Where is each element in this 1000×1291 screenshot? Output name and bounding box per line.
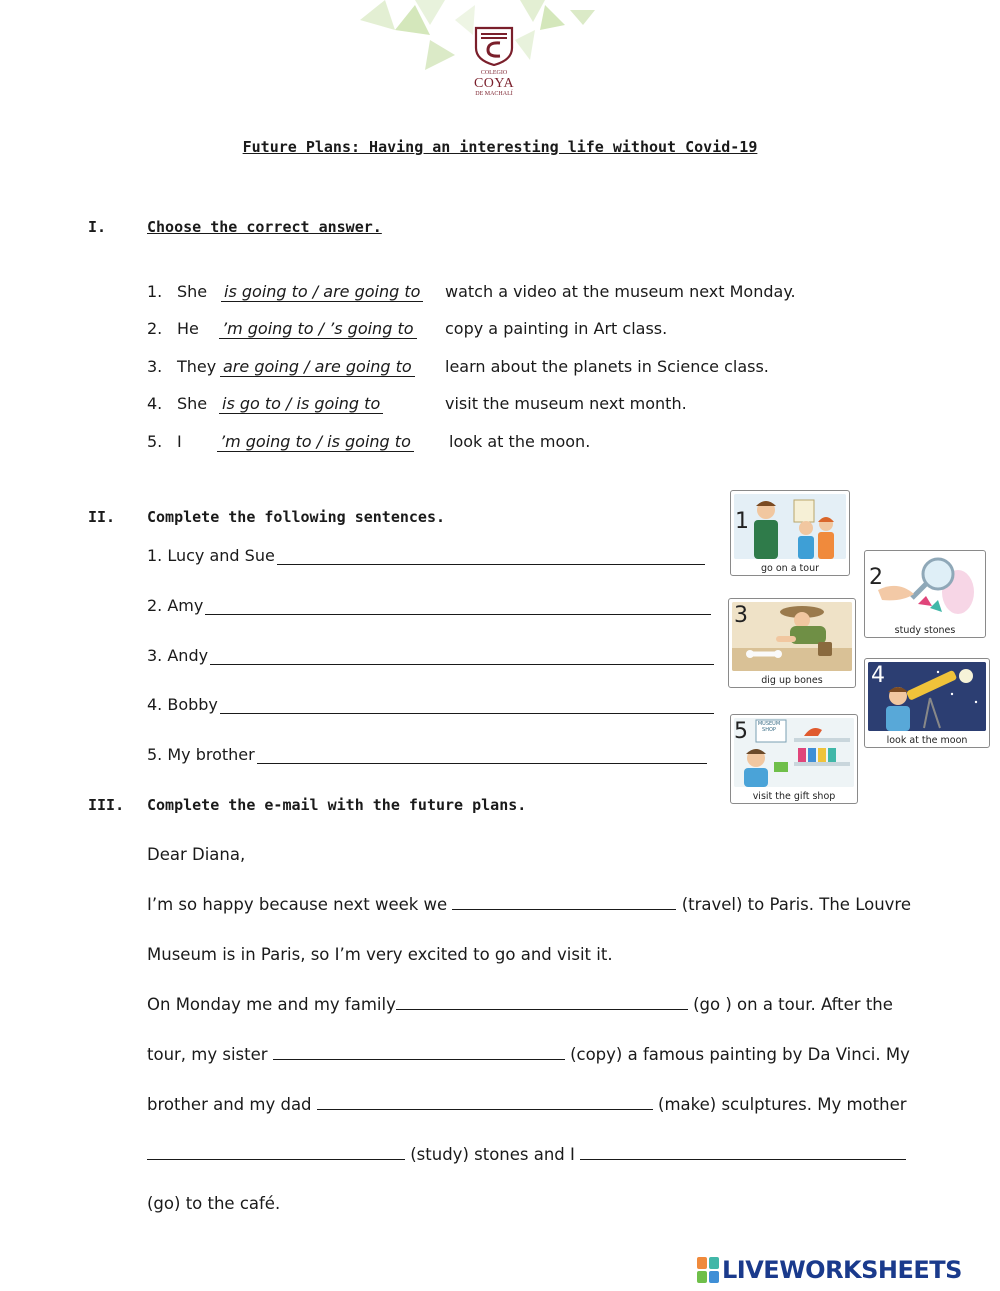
- email-text: (travel) to Paris. The Louvre: [681, 895, 911, 914]
- answer-input-go[interactable]: [396, 995, 688, 1010]
- section1-number: I.: [88, 218, 107, 236]
- sentence-start: 2. Amy: [147, 596, 204, 615]
- email-text: On Monday me and my family: [147, 995, 396, 1014]
- mc-number: 1.: [147, 282, 163, 301]
- picture-number: 4: [871, 663, 885, 688]
- picture-dig-up-bones: [728, 598, 856, 688]
- sentence-start: 3. Andy: [147, 646, 209, 665]
- answer-input-study[interactable]: [147, 1145, 405, 1160]
- picture-caption: visit the gift shop: [752, 791, 836, 802]
- school-crest-icon: [472, 26, 516, 66]
- picture-look-at-the-moon: [864, 658, 990, 748]
- mc-rest: look at the moon.: [449, 432, 591, 451]
- answer-input-copy[interactable]: [273, 1045, 565, 1060]
- section1-heading: Choose the correct answer.: [147, 218, 382, 236]
- email-line-3: [147, 995, 893, 1014]
- gift-shop-icon: [734, 718, 854, 787]
- email-text: tour, my sister: [147, 1045, 268, 1064]
- section3-heading: Complete the e-mail with the future plans.: [147, 796, 527, 814]
- email-text: (make) sculptures. My mother: [658, 1095, 907, 1114]
- mc-number: 4.: [147, 394, 163, 413]
- sentence-row-3: [147, 646, 714, 665]
- mc-rest: visit the museum next month.: [445, 394, 687, 413]
- answer-input[interactable]: [257, 749, 707, 764]
- picture-caption: dig up bones: [761, 675, 823, 686]
- mc-options-dropdown[interactable]: is go to / is going to: [219, 394, 383, 414]
- answer-input[interactable]: [277, 550, 705, 565]
- sentence-start: 4. Bobby: [147, 695, 218, 714]
- picture-number: 2: [869, 565, 883, 590]
- mc-number: 5.: [147, 432, 163, 451]
- email-line-4: [147, 1045, 910, 1064]
- answer-input[interactable]: [205, 600, 711, 615]
- answer-input-i[interactable]: [580, 1145, 906, 1160]
- picture-visit-the-gift-shop: [730, 714, 858, 804]
- email-text: (study) stones and I: [410, 1145, 575, 1164]
- mc-options-dropdown[interactable]: are going / are going to: [220, 357, 415, 377]
- liveworksheets-brand: [697, 1254, 962, 1286]
- picture-study-stones: [864, 550, 986, 638]
- answer-input[interactable]: [210, 650, 714, 665]
- sentence-row-2: [147, 596, 711, 615]
- section2-number: II.: [88, 508, 116, 526]
- email-line-7: (go) to the café.: [147, 1194, 281, 1213]
- email-text: (go ) on a tour. After the: [693, 995, 893, 1014]
- mc-options-dropdown[interactable]: is going to / are going to: [221, 282, 423, 302]
- sentence-start: 1. Lucy and Sue: [147, 546, 275, 565]
- sentence-row-4: [147, 695, 714, 714]
- email-line-1: [147, 895, 911, 914]
- picture-go-on-a-tour: [730, 490, 850, 576]
- digging-bones-icon: [732, 602, 852, 671]
- mc-options-dropdown[interactable]: ’m going to / ’s going to: [219, 319, 417, 339]
- email-line-5: [147, 1095, 907, 1114]
- section3-number: III.: [88, 796, 125, 814]
- answer-input[interactable]: [220, 699, 714, 714]
- picture-number: 3: [734, 603, 748, 628]
- worksheet-title: Future Plans: Having an interesting life without Covid-19: [242, 138, 758, 156]
- sentence-row-5: [147, 745, 707, 764]
- email-line-2: Museum is in Paris, so I’m very excited to go and visit it.: [147, 945, 613, 964]
- mc-subject: They: [177, 357, 217, 376]
- mc-options-dropdown[interactable]: ’m going to / is going to: [217, 432, 414, 452]
- mc-rest: copy a painting in Art class.: [445, 319, 668, 338]
- sentence-start: 5. My brother: [147, 745, 255, 764]
- answer-input-travel[interactable]: [452, 895, 676, 910]
- email-text: brother and my dad: [147, 1095, 312, 1114]
- section2-heading: Complete the following sentences.: [147, 508, 446, 526]
- logo-bottom-text: DE MACHALÍ: [475, 91, 513, 97]
- mc-subject: She: [177, 394, 208, 413]
- picture-number: 1: [735, 509, 749, 534]
- magnifier-stones-icon: [868, 554, 982, 621]
- school-logo: [466, 26, 522, 102]
- logo-top-text: COLEGIO: [480, 70, 508, 76]
- sentence-row-1: [147, 546, 705, 565]
- shop-sign: MUSEUM SHOP: [757, 721, 781, 733]
- picture-caption: study stones: [894, 625, 956, 636]
- mc-number: 2.: [147, 319, 163, 338]
- mc-rest: watch a video at the museum next Monday.: [445, 282, 796, 301]
- tour-guide-icon: [734, 494, 846, 559]
- mc-subject: She: [177, 282, 208, 301]
- mc-subject: He: [177, 319, 199, 338]
- telescope-icon: [868, 662, 986, 731]
- email-text: I’m so happy because next week we: [147, 895, 448, 914]
- mc-rest: learn about the planets in Science class.: [445, 357, 769, 376]
- picture-number: 5: [734, 719, 748, 744]
- mc-number: 3.: [147, 357, 163, 376]
- email-text: (copy) a famous painting by Da Vinci. My: [570, 1045, 910, 1064]
- email-greeting: Dear Diana,: [147, 845, 246, 864]
- picture-caption: go on a tour: [760, 563, 820, 574]
- answer-input-make[interactable]: [317, 1095, 653, 1110]
- mc-subject: I: [177, 432, 182, 451]
- picture-caption: look at the moon: [886, 735, 968, 746]
- logo-name: COYA: [473, 76, 515, 91]
- liveworksheets-logo-icon: [697, 1257, 719, 1283]
- email-line-6: [147, 1145, 906, 1164]
- brand-text: LIVEWORKSHEETS: [722, 1256, 962, 1284]
